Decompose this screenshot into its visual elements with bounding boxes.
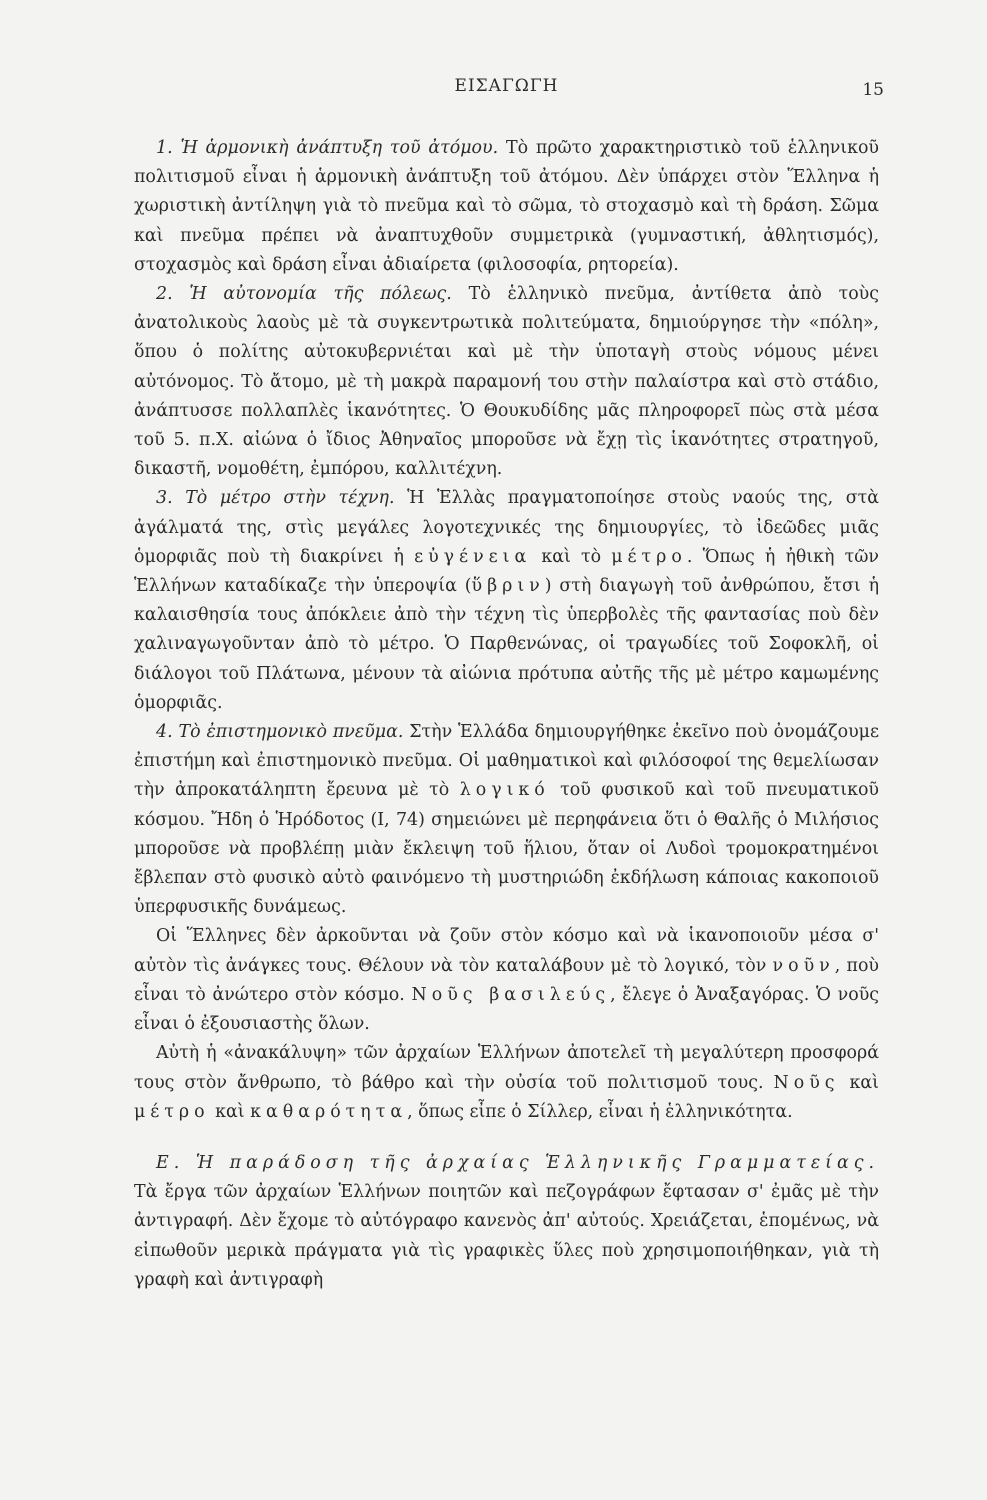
paragraph-text: Τὰ ἔργα τῶν ἀρχαίων Ἑλλήνων ποιητῶν καὶ πεζογράφων ἔφτασαν σ' ἐμᾶς μὲ τὴν ἀντιγραφή. Δὲν ἔχομε τὸ αὐτόγραφο κανενὸς ἀπ' αὐτούς. Χρειάζεται, ἑπομένως, νὰ εἰπωθοῦν μερικὰ πράγματα γιὰ τὶς γραφικὲς ὕλες ποὺ χρησιμοποιήθηκαν, γιὰ τὴ γραφὴ καὶ ἀντιγραφὴ <box>134 1182 879 1290</box>
spaced-word: λογικό <box>459 780 550 801</box>
section-heading-4: 4. Τὸ ἐπιστημονικὸ πνεῦμα. <box>156 722 404 743</box>
paragraph-text: , ὅπως εἶπε ὁ Σίλλερ, εἶναι ἡ ἑλληνικότητα. <box>407 1101 793 1122</box>
spaced-word: νοῦν <box>772 955 835 976</box>
spaced-word: μέτρο <box>611 546 687 567</box>
spaced-word: εὐγένεια <box>414 546 532 567</box>
paragraph-text: τοῦ φυσικοῦ καὶ τοῦ πνευματικοῦ κόσμου. Ἤδη ὁ Ἡρόδοτος (I, 74) σημειώνει μὲ περηφάνεια ὅτι ὁ Θαλῆς ὁ Μιλήσιος μποροῦσε νὰ προβλέπῃ μιὰν ἔκλειψη τοῦ ἥλιου, ὅταν οἱ Λυδοὶ τρομοκρατημένοι ἔβλεπαν στὸ φυσικὸ αὐτὸ φαινόμενο τὴ μυστηριώδη ἐκδήλωση κάποιας κακοποιοῦ ὑπερφυσικῆς δυνάμεως. <box>134 780 879 918</box>
book-page <box>134 0 884 1500</box>
paragraph-4 <box>134 718 879 922</box>
paragraph-7 <box>134 1149 879 1295</box>
paragraph-6 <box>134 1039 879 1127</box>
paragraph-1 <box>134 134 879 280</box>
paragraph-text: καὶ <box>209 1101 251 1122</box>
section-heading-e: Ε. Ἡ παράδοση τῆς ἀρχαίας Ἑλληνικῆς Γραμματείας. <box>156 1152 879 1173</box>
spaced-word: ὕβριν <box>471 576 545 597</box>
spaced-word: καθαρότητα <box>250 1101 408 1122</box>
paragraph-text: Αὐτὴ ἡ «ἀνακάλυψη» τῶν ἀρχαίων Ἑλλήνων ἀποτελεῖ τὴ μεγαλύτερη προσφορά τους στὸν ἄνθρωπο, τὸ βάθρο καὶ τὴν οὐσία τοῦ πολιτισμοῦ τους. <box>134 1043 879 1093</box>
paragraph-3 <box>134 484 879 718</box>
spaced-word: Νοῦς βασιλεύς <box>411 984 611 1005</box>
paragraph-text: , ποὺ εἶναι τὸ ἀνώτερο στὸν κόσμο. <box>134 955 879 1005</box>
paragraph-text: . Ὅπως ἡ ἠθικὴ τῶν Ἑλλήνων καταδίκαζε τὴν ὑπεροψία ( <box>134 546 879 597</box>
paragraph-text: Οἱ Ἕλληνες δὲν ἀρκοῦνται νὰ ζοῦν στὸν κόσμο καὶ νὰ ἱκανοποιοῦν μέσα σ' αὐτὸν τὶς ἀνάγκες τους. Θέλουν νὰ τὸν καταλάβουν μὲ τὸ λογικό, τὸν <box>134 926 879 976</box>
paragraph-5 <box>134 922 879 1039</box>
spaced-word: μέτρο <box>134 1101 210 1122</box>
paragraph-text: Τὸ πρῶτο χαρακτηριστικὸ τοῦ ἑλληνικοῦ πολιτισμοῦ εἶναι ἡ ἁρμονικὴ ἀνάπτυξη τοῦ ἀτόμου. Δὲν ὑπάρχει στὸν Ἕλληνα ἡ χωριστικὴ ἀντίληψη γιὰ τὸ πνεῦμα καὶ τὸ σῶμα, τὸ στοχασμὸ καὶ τὴ δράση. Σῶμα καὶ πνεῦμα πρέπει νὰ ἀναπτυχθοῦν συμμετρικὰ (γυμναστική, ἀθλητισμός), στοχασμὸς καὶ δράση εἶναι ἀδιαίρετα (φιλοσοφία, ρητορεία). <box>134 138 879 275</box>
section-heading-2: 2. Ἡ αὐτονομία τῆς πόλεως. <box>156 284 452 305</box>
paragraph-text: Στὴν Ἑλλάδα δημιουργήθηκε ἐκεῖνο ποὺ ὀνομάζουμε ἐπιστήμη καὶ ἐπιστημονικὸ πνεῦμα. Οἱ μαθηματικοὶ καὶ φιλόσοφοί της θεμελίωσαν τὴν ἀπροκατάληπτη ἔρευνα μὲ τὸ <box>134 722 879 801</box>
spaced-word: Νοῦς <box>773 1072 840 1093</box>
paragraph-text: , ἔλεγε ὁ Ἀναξαγόρας. Ὁ νοῦς εἶναι ὁ ἐξουσιαστὴς ὅλων. <box>134 984 880 1035</box>
paragraph-text: Ἡ Ἑλλὰς πραγματοποίησε στοὺς ναούς της, στὰ ἀγάλματά της, στὶς μεγάλες λογοτεχνικές της δημιουργίες, τὸ ἰδεῶδες μιᾶς ὁμορφιᾶς ποὺ τὴ διακρίνει ἡ <box>134 488 879 567</box>
paragraph-text: καὶ τὸ <box>531 546 612 567</box>
running-head: ΕΙΣΑΓΩΓΗ <box>454 76 559 96</box>
paragraph-text: καὶ <box>839 1072 879 1093</box>
section-heading-3: 3. Τὸ μέτρο στὴν τέχνη. <box>156 488 395 509</box>
paragraph-text: ) στὴ διαγωγὴ τοῦ ἀνθρώπου, ἔτσι ἡ καλαισθησία τους ἀπόκλειε ἀπὸ τὴν τέχνη τὶς ὑπερβολὲς τῆς φαντασίας ποὺ δὲν χαλιναγωγοῦνταν ἀπὸ τὸ μέτρο. Ὁ Παρθενώνας, οἱ τραγωδίες τοῦ Σοφοκλῆ, οἱ διάλογοι τοῦ Πλάτωνα, μένουν τὰ αἰώνια πρότυπα αὐτῆς τῆς μὲ μέτρο καμωμένης ὁμορφιᾶς. <box>134 576 879 713</box>
section-heading-1: 1. Ἡ ἁρμονικὴ ἀνάπτυξη τοῦ ἀτόμου. <box>156 138 499 158</box>
paragraph-text: Τὸ ἑλληνικὸ πνεῦμα, ἀντίθετα ἀπὸ τοὺς ἀνατολικοὺς λαοὺς μὲ τὰ συγκεντρωτικὰ πολιτεύματα, δημιούργησε τὴν «πόλη», ὅπου ὁ πολίτης αὐτοκυβερνιέται καὶ μὲ τὴν ὑποταγὴ στοὺς νόμους μένει αὐτόνομος. Τὸ ἄτομο, μὲ τὴ μακρὰ παραμονή του στὴν παλαίστρα καὶ στὸ στάδιο, ἀνάπτυσσε πολλαπλὲς ἱκανότητες. Ὁ Θουκυδίδης μᾶς πληροφορεῖ πὼς στὰ μέσα τοῦ 5. π.Χ. αἰώνα ὁ ἴδιος Ἀθηναῖος μποροῦσε νὰ ἔχῃ τὶς ἱκανότητες στρατηγοῦ, δικαστῆ, νομοθέτη, ἐμπόρου, καλλιτέχνη. <box>134 284 879 480</box>
page-number: 15 <box>862 80 884 100</box>
body-text <box>134 134 879 1295</box>
paragraph-2 <box>134 280 879 484</box>
